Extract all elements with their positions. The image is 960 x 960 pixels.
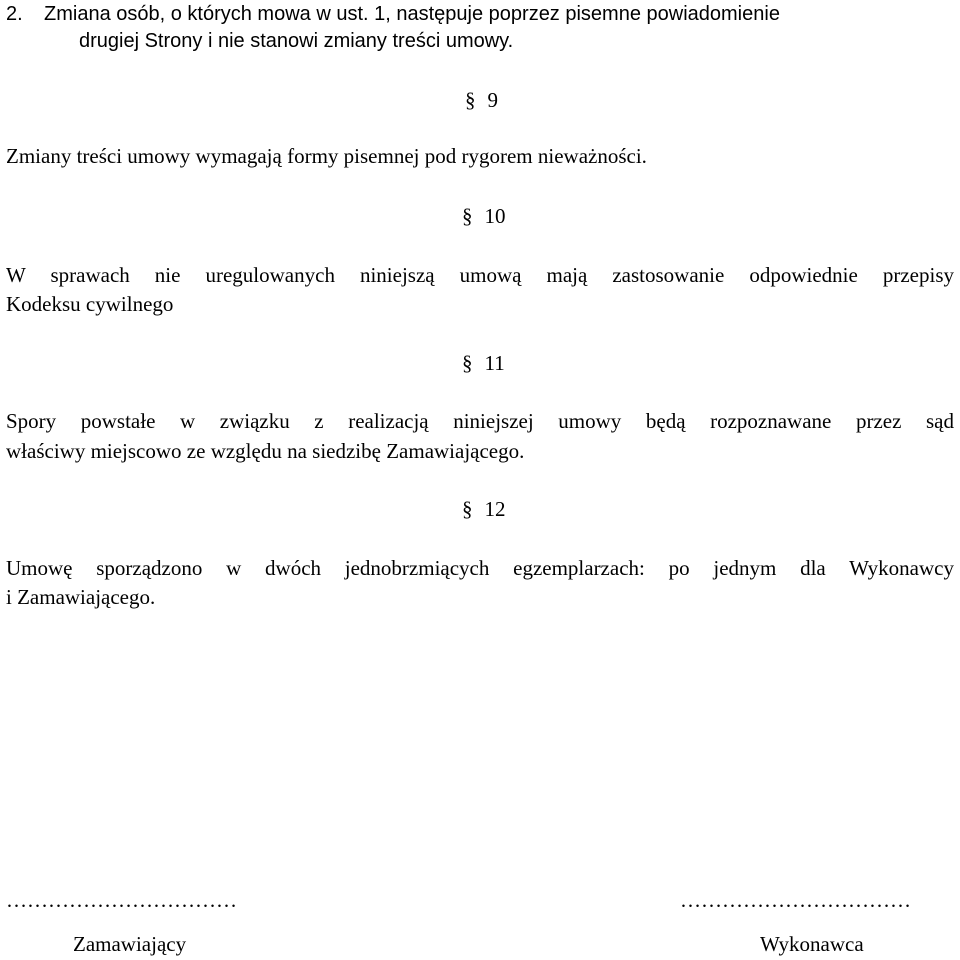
section-12-text-line-1: Umowę sporządzono w dwóch jednobrzmiących egzemplarzach: po jednym dla Wykonawcy bbox=[6, 556, 954, 580]
section-10-text-line-1: W sprawach nie uregulowanych niniejszą umową mają zastosowanie odpowiednie przepisy bbox=[6, 263, 954, 287]
section-symbol: § bbox=[465, 88, 476, 112]
section-heading-10 bbox=[462, 206, 506, 227]
section-11-text-line-1: Spory powstałe w związku z realizacją niniejszej umowy będą rozpoznawane przez sąd bbox=[6, 409, 954, 433]
signature-line-left: …………………………… bbox=[6, 888, 237, 912]
section-heading-12 bbox=[462, 499, 506, 520]
section-11-text-line-2: właściwy miejscowo ze względu na siedzibę Zamawiającego. bbox=[6, 439, 525, 463]
section-number: 10 bbox=[484, 204, 506, 228]
list-item-number: 2. bbox=[6, 3, 23, 25]
section-number: 11 bbox=[484, 351, 505, 375]
section-heading-11 bbox=[462, 353, 505, 374]
section-9-text: Zmiany treści umowy wymagają formy pisemnej pod rygorem nieważności. bbox=[6, 144, 647, 168]
signature-label-left: Zamawiający bbox=[73, 932, 187, 956]
section-symbol: § bbox=[462, 497, 473, 521]
list-item-text-line-1: Zmiana osób, o których mowa w ust. 1, następuje poprzez pisemne powiadomienie bbox=[44, 3, 780, 25]
section-heading-9 bbox=[465, 90, 498, 111]
section-10-text-line-2: Kodeksu cywilnego bbox=[6, 292, 174, 316]
section-symbol: § bbox=[462, 351, 473, 375]
list-item-2 bbox=[6, 4, 780, 24]
signature-label-right: Wykonawca bbox=[760, 932, 864, 956]
section-number: 9 bbox=[487, 88, 498, 112]
section-symbol: § bbox=[462, 204, 473, 228]
list-item-2-line-2: drugiej Strony i nie stanowi zmiany treści umowy. bbox=[79, 30, 514, 52]
signature-line-right: …………………………… bbox=[680, 888, 911, 912]
section-number: 12 bbox=[484, 497, 506, 521]
section-12-text-line-2: i Zamawiającego. bbox=[6, 585, 156, 609]
